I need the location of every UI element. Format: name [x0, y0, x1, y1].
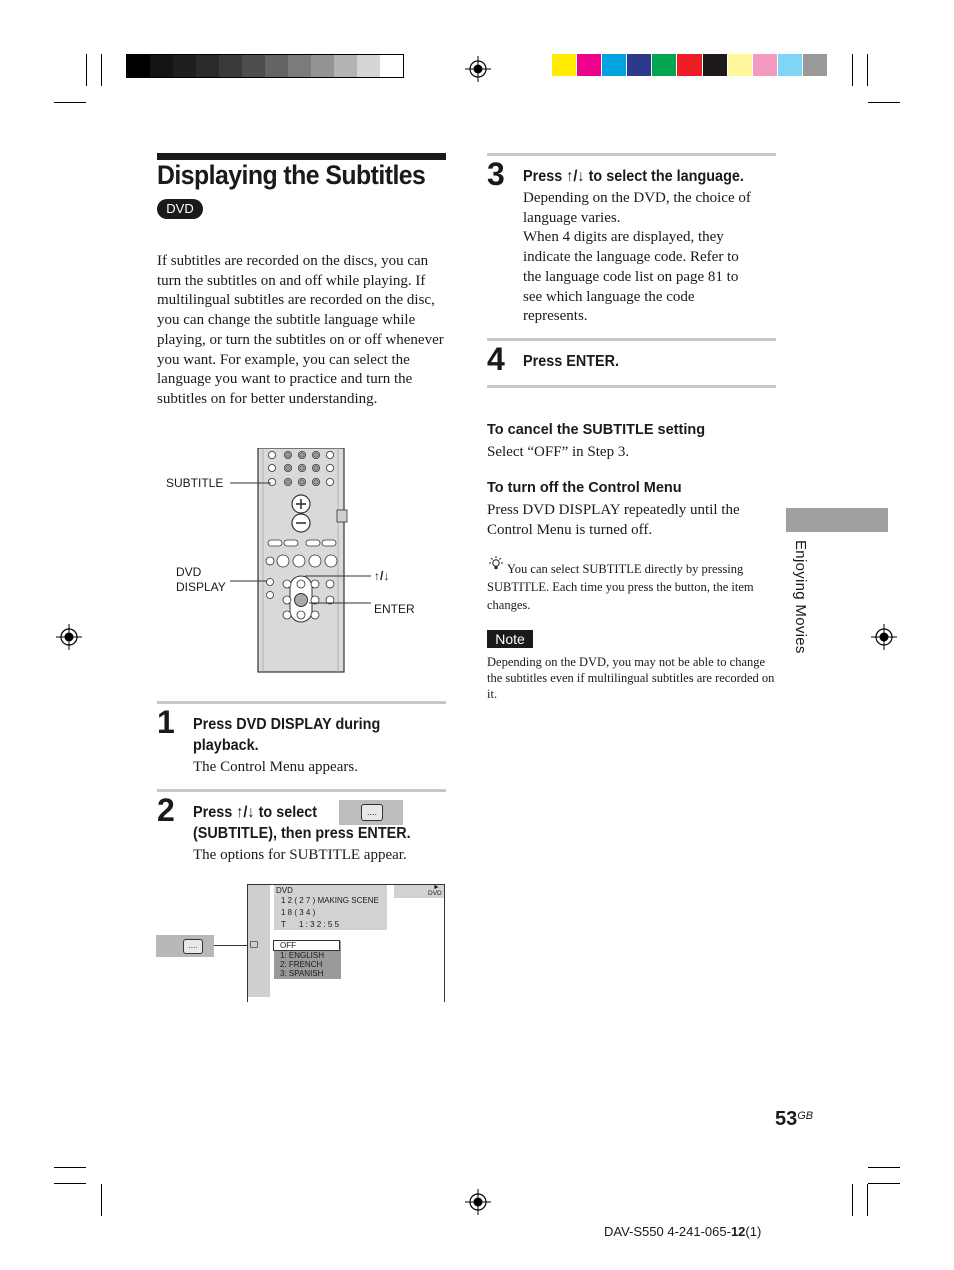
- step-1-number: 1: [157, 704, 175, 740]
- intro-paragraph: If subtitles are recorded on the discs, you can turn the subtitles on and off while playing. If multilingual subtitles are recorded on the disc, you can change the subtitle language while playing, or turn the subtitles on or off whenever you want. For example, you can select the language you want to practice and turn the subtitles on for better understanding.: [157, 253, 444, 407]
- step-2-body: The options for SUBTITLE appear.: [193, 847, 407, 863]
- gray-swatch: [173, 55, 196, 77]
- title-rule: [157, 153, 446, 160]
- osd-disc-type: DVD: [276, 886, 293, 895]
- color-swatch: [602, 54, 626, 76]
- step-3-heading: Press ↑/↓ to select the language.: [523, 168, 744, 185]
- osd-line3-time: 1 : 3 2 : 5 5: [299, 920, 340, 929]
- section-label-text: Enjoying Movies: [792, 540, 809, 654]
- step-1-body: The Control Menu appears.: [193, 759, 358, 775]
- note-body: Depending on the DVD, you may not be able to change the subtitles even if multilingual subtitles are recorded on it.: [487, 655, 775, 701]
- gray-swatch: [357, 55, 380, 77]
- gray-swatch: [150, 55, 173, 77]
- step-3-body: [523, 189, 783, 327]
- step-2-heading-line2: (SUBTITLE), then press ENTER.: [193, 825, 411, 842]
- cancel-heading: To cancel the SUBTITLE setting: [487, 422, 706, 438]
- color-swatch: [803, 54, 827, 76]
- arrows-label: ↑/↓: [374, 569, 390, 583]
- subtitle-menu-icon: ....: [339, 800, 403, 825]
- step-3-body-line: language varies.: [523, 209, 621, 226]
- turnoff-heading: To turn off the Control Menu: [487, 480, 682, 496]
- step-1-heading-line1: Press DVD DISPLAY during: [193, 716, 381, 733]
- step-1-rule: [157, 701, 446, 704]
- page-number-value: 53: [775, 1108, 798, 1130]
- osd-pointer-line: [214, 945, 250, 946]
- gray-color-bar: [126, 54, 404, 78]
- registration-mark-bottom: [465, 1189, 491, 1215]
- osd-corner-label: DVD: [428, 890, 442, 897]
- gray-swatch: [196, 55, 219, 77]
- color-swatch: [703, 54, 727, 76]
- color-swatch: [552, 54, 576, 76]
- gray-swatch: [288, 55, 311, 77]
- osd-frame-right: [444, 884, 445, 1002]
- footer-bold: 12: [730, 1224, 746, 1239]
- dvd-label: DVD: [176, 565, 202, 579]
- step-2-heading-line1: Press ↑/↓ to select: [193, 804, 318, 821]
- callout-lines: [228, 474, 373, 614]
- step-3-body-line: When 4 digits are displayed, they: [523, 229, 724, 246]
- display-label: DISPLAY: [176, 580, 226, 594]
- osd-corner-arrow: ►: [433, 884, 440, 891]
- osd-selected-icon: ....: [156, 935, 214, 957]
- step-3-body-line: see which language the code: [523, 288, 695, 305]
- osd-line1: 1 2 ( 2 7 ) MAKING SCENE: [281, 896, 379, 905]
- step-3-body-line: the language code list on page 81 to: [523, 268, 739, 285]
- step-2-number: 2: [157, 792, 175, 828]
- step-4-heading: Press ENTER.: [523, 353, 620, 370]
- step-3-body-line: indicate the language code. Refer to: [523, 249, 739, 266]
- step-4-number: 4: [487, 341, 505, 377]
- color-swatch: [677, 54, 701, 76]
- process-color-bar: [552, 54, 828, 76]
- color-swatch: [728, 54, 752, 76]
- color-swatch: [627, 54, 651, 76]
- subtitle-label: SUBTITLE: [166, 476, 224, 490]
- step-3-number: 3: [487, 156, 505, 192]
- registration-mark-left: [56, 624, 82, 650]
- registration-mark-top: [465, 56, 491, 82]
- section-tab: [786, 508, 888, 532]
- page-title: Displaying the Subtitles: [157, 160, 426, 190]
- note-label: Note: [487, 630, 533, 648]
- gray-swatch: [334, 55, 357, 77]
- step-4-rule: [487, 338, 776, 341]
- step-2-rule: [157, 789, 446, 792]
- gray-swatch: [380, 55, 403, 77]
- cancel-body: Select “OFF” in Step 3.: [487, 444, 630, 460]
- registration-mark-right: [871, 624, 897, 650]
- color-swatch: [753, 54, 777, 76]
- step-3-rule: [487, 153, 776, 156]
- section-label: [790, 540, 810, 690]
- step-3-body-line: Depending on the DVD, the choice of: [523, 190, 751, 206]
- enter-label: ENTER: [374, 602, 415, 616]
- footer-code: [604, 1224, 761, 1239]
- osd-option-english: 1: ENGLISH: [280, 951, 325, 960]
- gray-swatch: [311, 55, 334, 77]
- tip-text: You can select SUBTITLE directly by pressing SUBTITLE. Each time you press the button, the item changes.: [487, 562, 754, 612]
- page-number-suffix: GB: [797, 1110, 814, 1122]
- osd-option-french: 2: FRENCH: [280, 960, 323, 969]
- step-4-end-rule: [487, 385, 776, 388]
- step-3-body-line: represents.: [523, 308, 588, 325]
- color-swatch: [778, 54, 802, 76]
- gray-swatch: [265, 55, 288, 77]
- color-swatch: [577, 54, 601, 76]
- osd-line2: 1 8 ( 3 4 ): [281, 908, 316, 917]
- osd-icon-highlight: [250, 941, 258, 949]
- step-1-heading-line2: playback.: [193, 737, 259, 754]
- osd-option-spanish: 3: SPANISH: [280, 969, 324, 978]
- gray-swatch: [127, 55, 150, 77]
- gray-swatch: [242, 55, 265, 77]
- color-swatch: [652, 54, 676, 76]
- turnoff-body: Press DVD DISPLAY repeatedly until the Control Menu is turned off.: [487, 502, 740, 538]
- footer-tail: (1): [745, 1224, 762, 1239]
- gray-swatch: [219, 55, 242, 77]
- dvd-badge: DVD: [157, 199, 203, 219]
- osd-option-off: OFF: [273, 940, 340, 951]
- osd-line3-t: T: [281, 920, 286, 929]
- footer-model: DAV-S550 4-241-065-: [604, 1224, 731, 1239]
- page-number: [775, 1108, 813, 1131]
